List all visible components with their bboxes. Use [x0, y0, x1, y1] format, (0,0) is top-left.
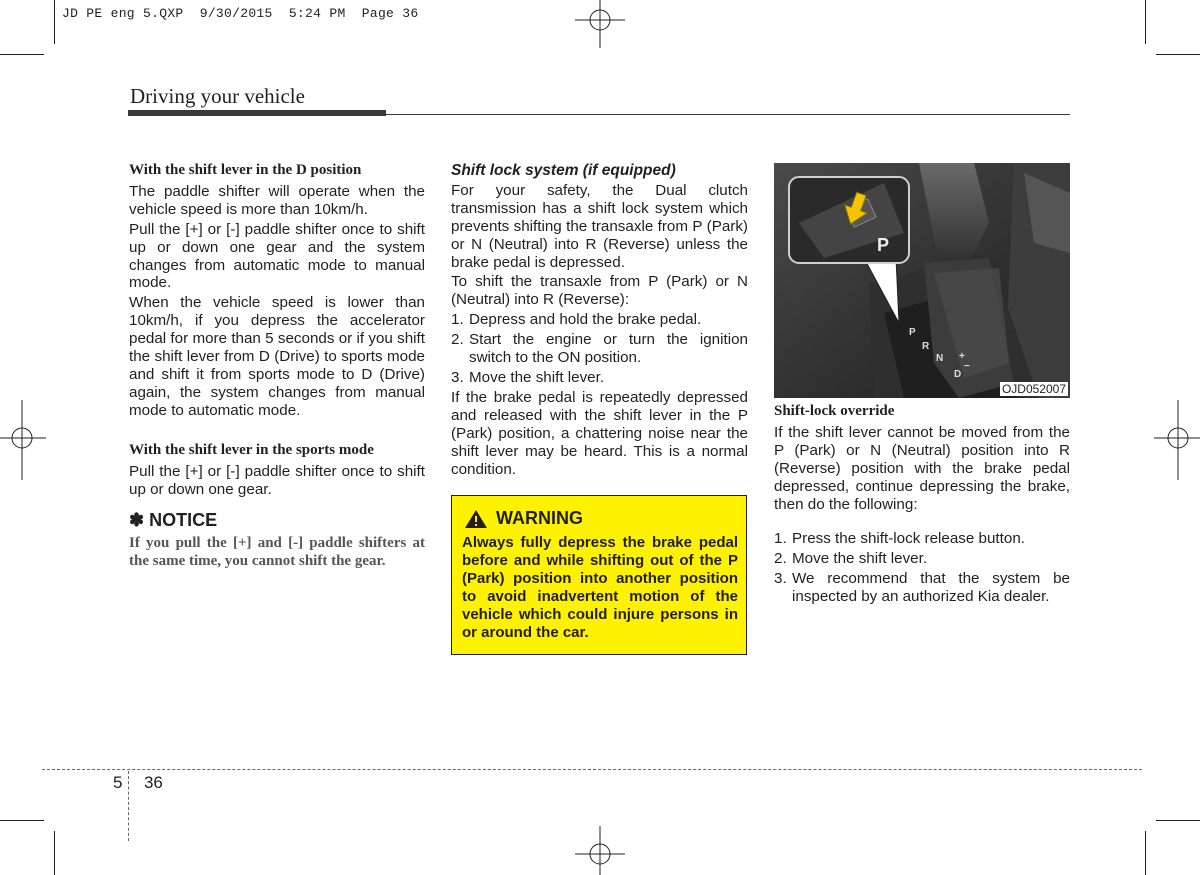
footer-rule [42, 769, 1142, 770]
warning-heading-row [464, 508, 583, 529]
registration-mark-left [0, 400, 46, 480]
gear-label-n: N [936, 353, 944, 364]
override-paragraph: If the shift lever cannot be moved from the P (Park) or N (Neutral) position into R (Reverse) position with the brake pedal depressed, continue depressing the brake, then do the following: [774, 423, 1070, 513]
list-item: 3. Move the shift lever. [451, 368, 605, 386]
column-1 [129, 162, 425, 570]
column-3 [774, 403, 1070, 608]
sports-mode-paragraph: Pull the [+] or [-] paddle shifter once to shift up or down one gear. [129, 462, 425, 498]
shift-lock-paragraph-1: For your safety, the Dual clutch transmission has a shift lock system which prevents shifting the transaxle from P (Park) or N (Neutral) into R (Reverse) unless the brake pedal is depressed. [451, 181, 748, 271]
override-steps [774, 530, 1070, 606]
sports-mode-heading: With the shift lever in the sports mode [129, 441, 374, 458]
override-heading: Shift-lock override [774, 403, 895, 419]
column-2 [451, 162, 748, 480]
warning-box [451, 495, 747, 655]
warning-heading: WARNING [496, 508, 583, 528]
page-num: 36 [143, 773, 163, 792]
photo-code: OJD052007 [1001, 382, 1066, 396]
warning-text: Always fully depress the brake pedal before and while shifting out of the P (Park) position into another position to avoid inadvertent motion of the vehicle which could injure persons in or around the car. [462, 534, 738, 641]
gear-label-d: D [954, 369, 962, 380]
registration-mark-bottom [570, 826, 630, 875]
d-position-heading: With the shift lever in the D position [129, 162, 362, 178]
page-number [113, 773, 163, 793]
shift-console-illustration [774, 163, 1070, 398]
shift-lock-steps [451, 311, 748, 387]
notice-text: If you pull the [+] and [-] paddle shifters at the same time, you cannot shift the gear. [129, 535, 425, 570]
warning-triangle-icon [464, 509, 488, 529]
header-bar [128, 110, 386, 116]
registration-mark-top [570, 0, 630, 50]
shift-lock-heading: Shift lock system (if equipped) [451, 162, 676, 179]
shift-lock-paragraph-2: To shift the transaxle from P (Park) or N (Neutral) into R (Reverse): [451, 273, 748, 309]
list-item: 3. We recommend that the system be inspected by an authorized Kia dealer. [774, 570, 1070, 606]
gear-label-plus: + [959, 351, 965, 362]
list-item: 1. Press the shift-lock release button. [774, 530, 1025, 548]
registration-mark-right [1154, 400, 1200, 480]
list-item: 2. Move the shift lever. [774, 550, 928, 568]
header-rule [386, 114, 1070, 115]
list-item: 1. Depress and hold the brake pedal. [451, 311, 702, 329]
notice-heading: ✽ NOTICE [129, 510, 218, 531]
gear-label-p-large: P [877, 235, 890, 255]
shift-lever-photo [774, 163, 1070, 398]
section-number: 5 [113, 773, 123, 792]
shift-lock-paragraph-3: If the brake pedal is repeatedly depressed and released with the shift lever in the P (Park) position, a chattering noise near the shift lever may be heard. This is a normal condition. [451, 388, 748, 478]
d-position-paragraph-1: The paddle shifter will operate when the vehicle speed is more than 10km/h. [129, 182, 425, 218]
gear-label-p: P [909, 327, 916, 338]
gear-label-minus: − [964, 361, 970, 372]
d-position-paragraph-2: Pull the [+] or [-] paddle shifter once to shift up or down one gear and the system changes from automatic mode to manual mode. [129, 220, 425, 292]
print-slug: JD PE eng 5.QXP 9/30/2015 5:24 PM Page 36 [62, 6, 419, 21]
d-position-paragraph-3: When the vehicle speed is lower than 10km/h, if you depress the accelerator pedal for more than 5 seconds or if you shift the shift lever from D (Drive) to sports mode and shift it from sports mode to D (Drive) again, the system changes from manual mode to automatic mode. [129, 294, 425, 419]
gear-label-r: R [922, 341, 930, 352]
list-item: 2. Start the engine or turn the ignition switch to the ON position. [451, 331, 748, 367]
section-title: Driving your vehicle [130, 84, 305, 108]
